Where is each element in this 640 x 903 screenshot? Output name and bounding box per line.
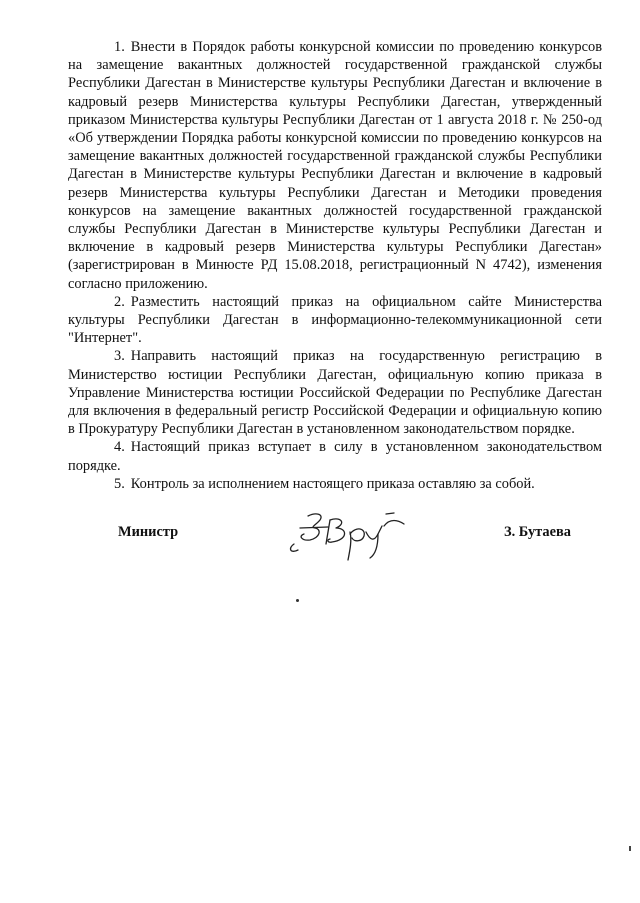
scan-edge-mark <box>629 846 631 851</box>
signatory-name: З. Бутаева <box>504 524 571 540</box>
scan-speck <box>296 599 299 602</box>
paragraph-number: 4. <box>114 439 125 456</box>
paragraph-text: Контроль за исполнением настоящего приказа оставляю за собой. <box>130 475 535 492</box>
paragraph-number: 5. <box>114 475 125 492</box>
paragraph-number: 3. <box>114 348 125 365</box>
signature-block <box>0 510 640 570</box>
paragraph-4 <box>68 438 602 474</box>
paragraph-number: 2. <box>114 293 125 310</box>
paragraph-5 <box>68 475 602 493</box>
paragraph-1 <box>68 38 602 293</box>
paragraph-text: Разместить настоящий приказ на официальном сайте Министерства культуры Республики Дагестан в информационно-телекоммуникационной сети "Интернет". <box>68 293 602 347</box>
paragraph-text: Направить настоящий приказ на государственную регистрацию в Министерство юстиции Республики Дагестан, официальную копию приказа в Управление Министерства юстиции Российской Федерации по Республике Дагестан для включения в федеральный регистр Российской Федерации и официальную копию в Прокуратуру Республики Дагестан в установленном законодательством порядке. <box>68 348 602 438</box>
signatory-title: Министр <box>118 524 179 540</box>
paragraph-3 <box>68 347 602 438</box>
paragraph-2 <box>68 293 602 348</box>
paragraph-text: Настоящий приказ вступает в силу в установленном законодательством порядке. <box>68 439 602 474</box>
paragraph-number: 1. <box>114 39 125 55</box>
paragraph-text: Внести в Порядок работы конкурсной комиссии по проведению конкурсов на замещение вакантных должностей государственной гражданской службы Республики Дагестан в Министерстве культуры Республики Дагестан и включение в кадровый резерв Министерства культуры Республики Дагестан, утвержденный приказом Министерства культуры Республики Дагестан от 1 августа 2018 г. № 250-од «Об утверждении Порядка работы конкурсной комиссии по проведению конкурсов на замещение вакантных должностей государственной гражданской службы Республики Дагестан в Министерстве культуры Республики Дагестан и включение в кадровый резерв Министерства культуры Республики Дагестан и Методики проведения конкурсов на замещение вакантных должностей государственной гражданской службы Республики Дагестан в Министерстве культуры Республики Дагестан и включение в кадровый резерв Министерства культуры Республики Дагестан» (зарегистрирован в Минюсте РД 15.08.2018, регистрационный N 4742), изменения согласно приложению. <box>68 39 602 292</box>
handwritten-signature-icon <box>286 510 406 562</box>
document-body <box>68 38 602 493</box>
